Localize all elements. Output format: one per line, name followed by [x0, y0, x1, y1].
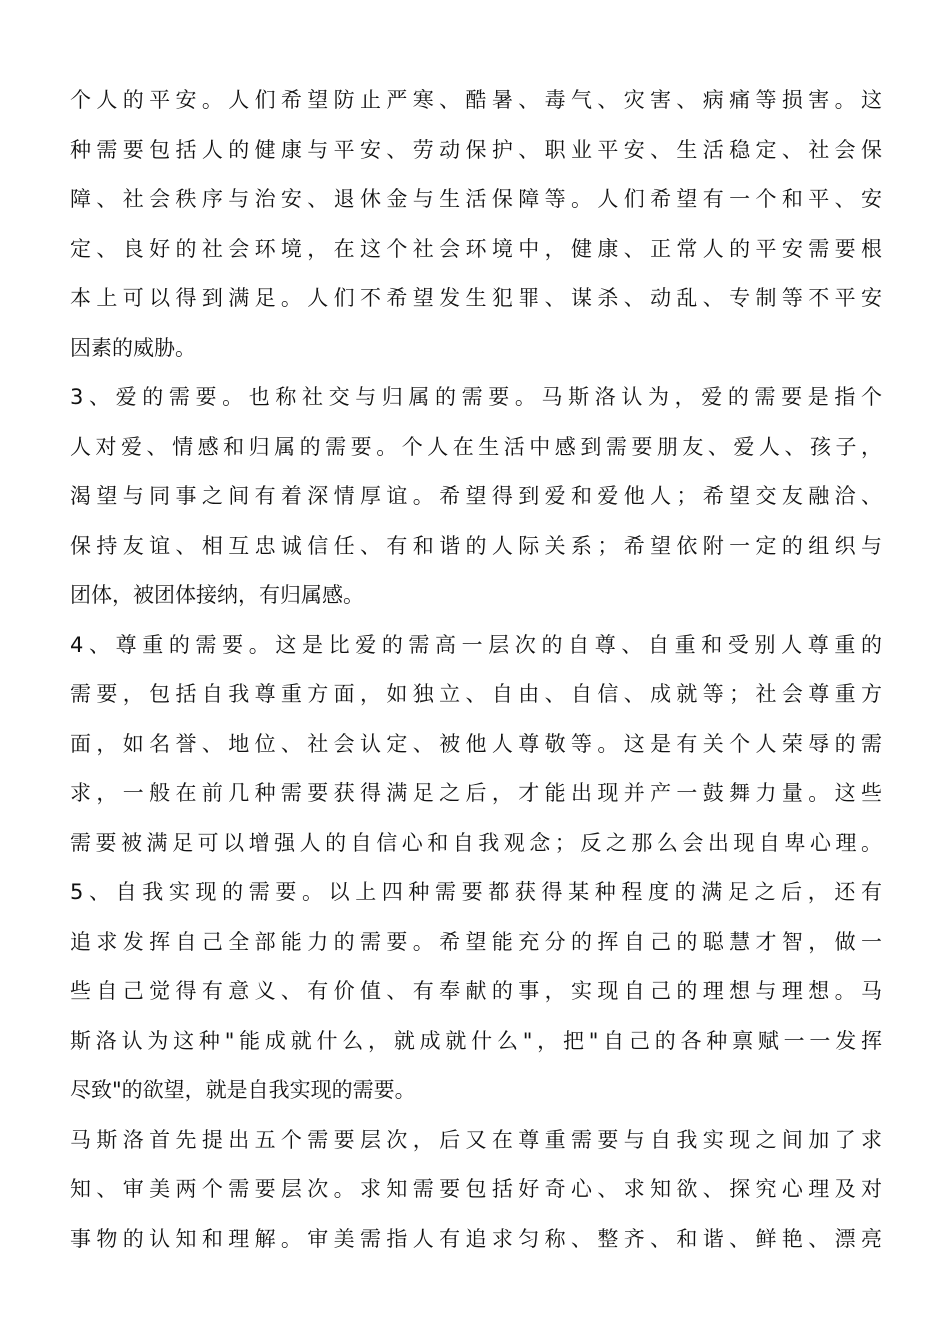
text-line: 种需要包括人的健康与平安、劳动保护、职业平安、生活稳定、社会保: [70, 137, 882, 162]
text-line: 尽致"的欲望，就是自我实现的需要。: [70, 1078, 416, 1102]
text-line: 马斯洛首先提出五个需要层次，后又在尊重需要与自我实现之间加了求: [70, 1127, 882, 1152]
text-line: 保持友谊、相互忠诚信任、有和谐的人际关系；希望依附一定的组织与: [70, 533, 882, 558]
text-line: 团体，被团体接纳，有归属感。: [70, 583, 364, 607]
text-line: 人对爱、情感和归属的需要。个人在生活中感到需要朋友、爱人、孩子，: [70, 434, 882, 459]
text-line: 定、良好的社会环境，在这个社会环境中，健康、正常人的平安需要根: [70, 236, 882, 261]
text-line: 本上可以得到满足。人们不希望发生犯罪、谋杀、动乱、专制等不平安: [70, 286, 882, 310]
text-line: 些自己觉得有意义、有价值、有奉献的事，实现自己的理想与理想。马: [70, 979, 882, 1003]
text-line: 斯洛认为这种"能成就什么，就成就什么"，把"自己的各种禀赋一一发挥: [70, 1028, 882, 1053]
text-line: 追求发挥自己全部能力的需要。希望能充分的挥自己的聪慧才智，做一: [70, 929, 882, 954]
text-line: 障、社会秩序与治安、退休金与生活保障等。人们希望有一个和平、安: [70, 187, 882, 211]
body-text: [70, 76, 882, 1264]
text-line: 因素的威胁。: [70, 335, 196, 360]
text-line: 需要，包括自我尊重方面，如独立、自由、自信、成就等；社会尊重方: [70, 682, 882, 706]
text-line: 5、自我实现的需要。以上四种需要都获得某种程度的满足之后，还有: [70, 880, 882, 904]
text-line: 需要被满足可以增强人的自信心和自我观念；反之那么会出现自卑心理。: [70, 830, 882, 855]
text-line: 个人的平安。人们希望防止严寒、酷暑、毒气、灾害、病痛等损害。这: [70, 88, 882, 112]
text-line: 求，一般在前几种需要获得满足之后，才能出现并产一鼓舞力量。这些: [70, 781, 882, 805]
text-line: 4、尊重的需要。这是比爱的需高一层次的自尊、自重和受别人尊重的: [70, 632, 882, 657]
text-line: 事物的认知和理解。审美需指人有追求匀称、整齐、和谐、鲜艳、漂亮: [70, 1226, 882, 1251]
text-line: 渴望与同事之间有着深情厚谊。希望得到爱和爱他人；希望交友融洽、: [70, 484, 882, 508]
text-line: 3、爱的需要。也称社交与归属的需要。马斯洛认为，爱的需要是指个: [70, 385, 882, 409]
text-line: 知、审美两个需要层次。求知需要包括好奇心、求知欲、探究心理及对: [70, 1177, 882, 1201]
text-line: 面，如名誉、地位、社会认定、被他人尊敬等。这是有关个人荣辱的需: [70, 731, 882, 756]
